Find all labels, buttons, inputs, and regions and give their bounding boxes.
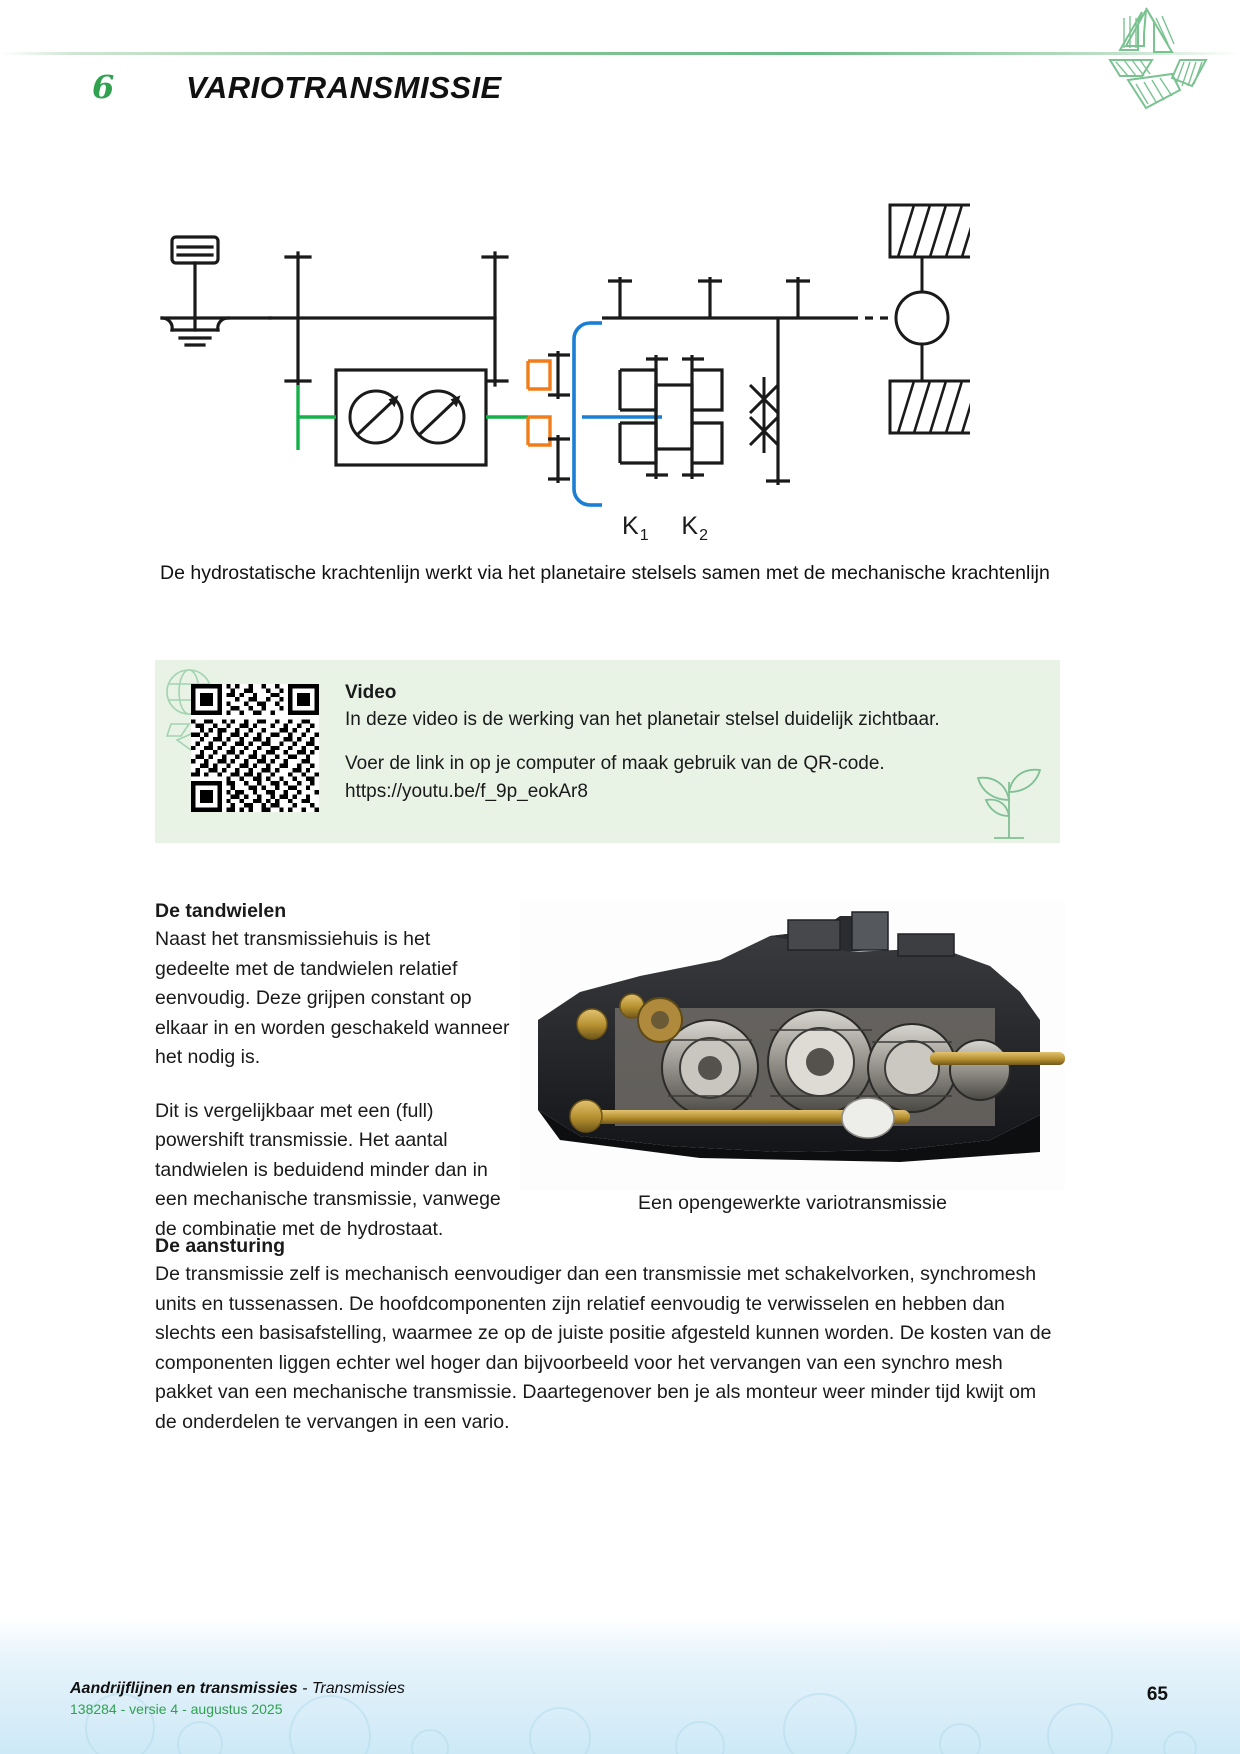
header-divider: [0, 52, 1240, 55]
aansturing-paragraph: De transmissie zelf is mechanisch eenvoudiger dan een transmissie met schakelvorken, synchromesh units en tussenassen. De hoofdcomponenten zijn relatief eenvoudig te verwisselen en hebben dan slechts een basisafstelling, waarmee ze op de juiste positie afgesteld kunnen worden. De kosten van de componenten liggen echter wel hoger dan bijvoorbeeld voor het vervangen van een synchro mesh pakket van een mechanische transmissie. Daartegenover ben je als monteur weer minder tijd kwijt om de onderdelen te vervangen in een vario.: [155, 1263, 1052, 1433]
footer-band: [0, 1618, 1240, 1754]
chapter-number: 6: [92, 68, 115, 106]
video-title: Video: [345, 682, 397, 703]
cutaway-transmission-illustration: [520, 900, 1065, 1190]
footer-version: 138284 - versie 4 - augustus 2025: [70, 1701, 283, 1717]
clutch-k1-label: $K_1$: [622, 512, 650, 544]
clutch-k2-label: $K_2$: [681, 512, 709, 544]
video-text-block: [345, 682, 1005, 806]
page-number: 65: [1146, 1684, 1168, 1705]
qr-code[interactable]: [191, 684, 319, 812]
footer-title-book: Aandrijflijnen en transmissies: [70, 1680, 298, 1697]
video-callout-box: [155, 660, 1060, 843]
schematic-caption: De hydrostatische krachtenlijn werkt via het planetaire stelsels samen met de mechanische krachtenlijn: [160, 562, 1050, 584]
photo-caption: Een opengewerkte variotransmissie: [638, 1192, 947, 1214]
video-spacer: [345, 734, 1005, 750]
page-title: VARIOTRANSMISSIE: [186, 70, 502, 105]
video-instruction: Voer de link in op je computer of maak gebruik van de QR-code.: [345, 753, 885, 774]
clutch-labels: [622, 512, 709, 545]
tandwielen-paragraph-2: Dit is vergelijkbaar met een (full) powershift transmissie. Het aantal tandwielen is beduidend minder dan in een mechanische transmissie, vanwege de combinatie met de hydrostaat.: [155, 1099, 501, 1240]
footer-title: [70, 1678, 405, 1699]
tandwielen-heading: De tandwielen: [155, 900, 287, 922]
variotransmissie-photo: [520, 900, 1065, 1190]
transmission-schematic: [150, 195, 970, 555]
tandwielen-paragraph-1: Naast het transmissiehuis is het gedeelte met de tandwielen relatief eenvoudig. Deze grijpen constant op elkaar in en worden geschakeld wanneer het nodig is.: [155, 928, 510, 1068]
video-description: In deze video is de werking van het planetair stelsel duidelijk zichtbaar.: [345, 709, 940, 730]
footer-text: [70, 1678, 405, 1720]
aansturing-section: [155, 1235, 1060, 1437]
recycle-icon: [1076, 4, 1216, 114]
video-url[interactable]: https://youtu.be/f_9p_eokAr8: [345, 781, 588, 802]
aansturing-heading: De aansturing: [155, 1235, 286, 1257]
footer-title-section: - Transmissies: [297, 1680, 405, 1697]
tandwielen-section: [155, 900, 510, 1244]
